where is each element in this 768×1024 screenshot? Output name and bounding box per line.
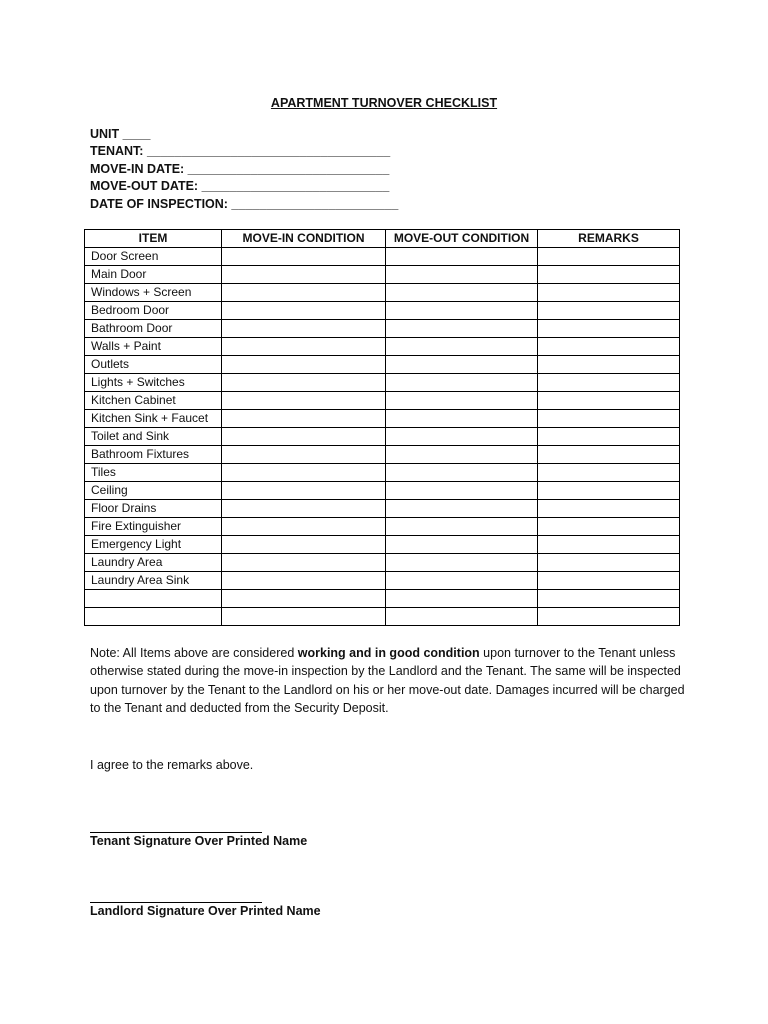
- cell-move-out-condition: [386, 464, 538, 482]
- cell-item: Door Screen: [85, 248, 222, 266]
- cell-move-in-condition: [222, 608, 386, 626]
- table-row: [85, 302, 680, 320]
- cell-move-in-condition: [222, 266, 386, 284]
- cell-item: Toilet and Sink: [85, 428, 222, 446]
- table-row: [85, 518, 680, 536]
- cell-move-out-condition: [386, 554, 538, 572]
- cell-remarks: [538, 410, 680, 428]
- cell-item: Laundry Area Sink: [85, 572, 222, 590]
- field-tenant: TENANT: ___________________________________: [90, 144, 391, 159]
- cell-remarks: [538, 608, 680, 626]
- cell-move-in-condition: [222, 248, 386, 266]
- cell-remarks: [538, 302, 680, 320]
- note-emphasis: working and in good condition: [297, 646, 480, 660]
- field-date-of-inspection: DATE OF INSPECTION: ________________________: [90, 196, 399, 211]
- document-title-text: APARTMENT TURNOVER CHECKLIST: [270, 96, 498, 110]
- cell-item: [85, 608, 222, 626]
- note-paragraph: [90, 644, 690, 717]
- cell-item: Windows + Screen: [85, 284, 222, 302]
- cell-move-out-condition: [386, 410, 538, 428]
- agreement-statement: I agree to the remarks above.: [90, 758, 254, 772]
- cell-item: Fire Extinguisher: [85, 518, 222, 536]
- cell-move-in-condition: [222, 410, 386, 428]
- table-row: [85, 572, 680, 590]
- cell-move-out-condition: [386, 392, 538, 410]
- header-move-out-condition: MOVE-OUT CONDITION: [386, 230, 538, 248]
- cell-item: Kitchen Cabinet: [85, 392, 222, 410]
- cell-item: Floor Drains: [85, 500, 222, 518]
- table-row: [85, 410, 680, 428]
- table-row: [85, 266, 680, 284]
- cell-move-out-condition: [386, 572, 538, 590]
- cell-remarks: [538, 554, 680, 572]
- table-row: [85, 248, 680, 266]
- table-row: [85, 356, 680, 374]
- document-title: [0, 96, 768, 110]
- table-row: [85, 464, 680, 482]
- cell-move-out-condition: [386, 590, 538, 608]
- cell-move-in-condition: [222, 536, 386, 554]
- table-row: [85, 284, 680, 302]
- header-move-in-condition: MOVE-IN CONDITION: [222, 230, 386, 248]
- cell-move-out-condition: [386, 446, 538, 464]
- tenant-signature-label: Tenant Signature Over Printed Name: [90, 834, 308, 848]
- cell-move-out-condition: [386, 248, 538, 266]
- cell-item: Bathroom Fixtures: [85, 446, 222, 464]
- cell-remarks: [538, 266, 680, 284]
- landlord-signature-label: Landlord Signature Over Printed Name: [90, 904, 321, 918]
- table-row: [85, 500, 680, 518]
- cell-remarks: [538, 356, 680, 374]
- cell-move-out-condition: [386, 356, 538, 374]
- table-row: [85, 320, 680, 338]
- cell-remarks: [538, 464, 680, 482]
- table-row: [85, 374, 680, 392]
- cell-move-out-condition: [386, 320, 538, 338]
- tenant-signature-line: [90, 832, 262, 833]
- cell-item: Bedroom Door: [85, 302, 222, 320]
- cell-item: Emergency Light: [85, 536, 222, 554]
- cell-item: Laundry Area: [85, 554, 222, 572]
- cell-move-out-condition: [386, 536, 538, 554]
- cell-move-in-condition: [222, 374, 386, 392]
- cell-item: Outlets: [85, 356, 222, 374]
- cell-move-out-condition: [386, 608, 538, 626]
- table-row: [85, 590, 680, 608]
- cell-remarks: [538, 392, 680, 410]
- cell-remarks: [538, 428, 680, 446]
- cell-remarks: [538, 500, 680, 518]
- cell-move-out-condition: [386, 518, 538, 536]
- cell-remarks: [538, 446, 680, 464]
- table-row: [85, 608, 680, 626]
- cell-move-out-condition: [386, 482, 538, 500]
- cell-move-out-condition: [386, 302, 538, 320]
- table-header-row: [85, 230, 680, 248]
- cell-move-in-condition: [222, 554, 386, 572]
- cell-item: [85, 590, 222, 608]
- cell-remarks: [538, 248, 680, 266]
- cell-move-out-condition: [386, 428, 538, 446]
- cell-move-in-condition: [222, 500, 386, 518]
- cell-remarks: [538, 374, 680, 392]
- header-remarks: REMARKS: [538, 230, 680, 248]
- table-row: [85, 446, 680, 464]
- cell-item: Bathroom Door: [85, 320, 222, 338]
- cell-move-in-condition: [222, 356, 386, 374]
- table-row: [85, 536, 680, 554]
- cell-remarks: [538, 338, 680, 356]
- header-item: ITEM: [85, 230, 222, 248]
- cell-remarks: [538, 320, 680, 338]
- cell-move-in-condition: [222, 302, 386, 320]
- field-move-out-date: MOVE-OUT DATE: ___________________________: [90, 179, 390, 194]
- note-suffix: upon turnover to the Tenant unless otherwise stated during the move-in inspection by the Landlord and the Tenant. The same will be inspected upon turnover by the Tenant to the Landlord on his or her move-out date. Damages incurred will be charged to the Tenant and deducted from the Security Deposit.: [90, 646, 685, 715]
- cell-move-in-condition: [222, 572, 386, 590]
- cell-item: Walls + Paint: [85, 338, 222, 356]
- cell-item: Ceiling: [85, 482, 222, 500]
- cell-move-in-condition: [222, 590, 386, 608]
- cell-move-out-condition: [386, 500, 538, 518]
- note-prefix: Note: All Items above are considered: [90, 646, 298, 660]
- cell-move-in-condition: [222, 446, 386, 464]
- cell-move-out-condition: [386, 338, 538, 356]
- field-move-in-date: MOVE-IN DATE: _____________________________: [90, 161, 390, 176]
- field-unit: UNIT ____: [90, 127, 151, 141]
- table-row: [85, 554, 680, 572]
- cell-move-in-condition: [222, 392, 386, 410]
- cell-move-in-condition: [222, 320, 386, 338]
- checklist-table: [84, 229, 680, 626]
- cell-remarks: [538, 284, 680, 302]
- table-row: [85, 482, 680, 500]
- cell-move-in-condition: [222, 464, 386, 482]
- table-row: [85, 392, 680, 410]
- cell-item: Lights + Switches: [85, 374, 222, 392]
- cell-move-in-condition: [222, 518, 386, 536]
- cell-move-out-condition: [386, 374, 538, 392]
- cell-item: Kitchen Sink + Faucet: [85, 410, 222, 428]
- cell-remarks: [538, 482, 680, 500]
- cell-remarks: [538, 590, 680, 608]
- cell-move-in-condition: [222, 284, 386, 302]
- cell-remarks: [538, 536, 680, 554]
- cell-move-in-condition: [222, 482, 386, 500]
- cell-move-out-condition: [386, 266, 538, 284]
- table-row: [85, 338, 680, 356]
- cell-move-in-condition: [222, 428, 386, 446]
- cell-move-in-condition: [222, 338, 386, 356]
- cell-remarks: [538, 518, 680, 536]
- landlord-signature-line: [90, 902, 262, 903]
- cell-item: Main Door: [85, 266, 222, 284]
- table-row: [85, 428, 680, 446]
- cell-move-out-condition: [386, 284, 538, 302]
- cell-item: Tiles: [85, 464, 222, 482]
- header-fields: [90, 126, 398, 213]
- table-body: [85, 248, 680, 626]
- cell-remarks: [538, 572, 680, 590]
